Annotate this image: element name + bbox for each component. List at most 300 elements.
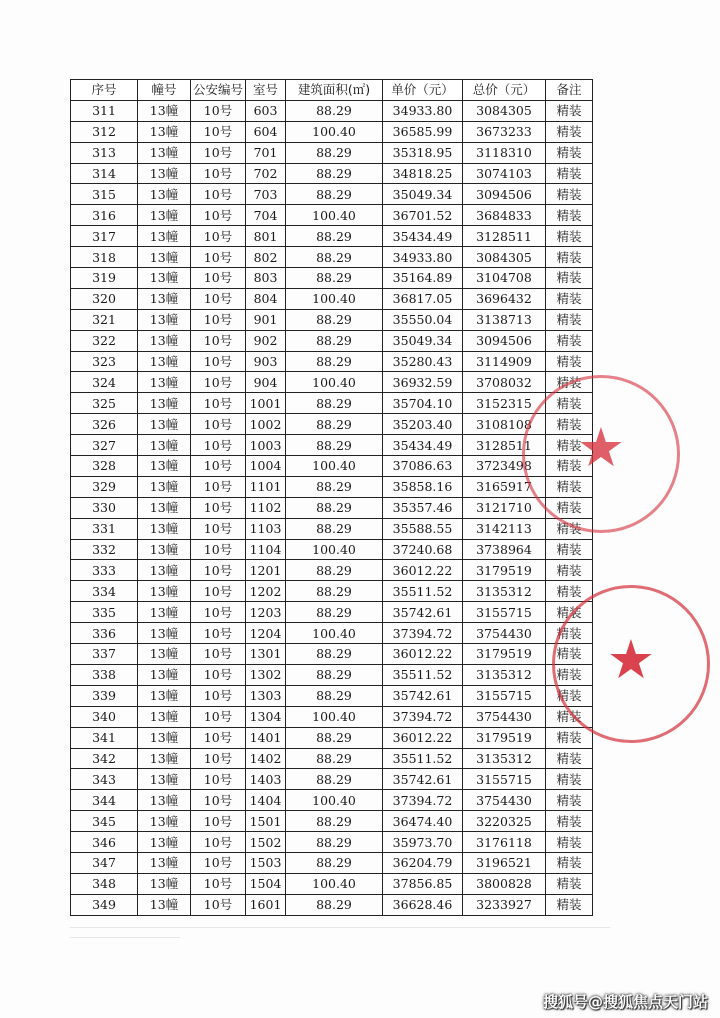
cell-index: 322	[71, 330, 138, 351]
cell-unit-price: 36012.22	[383, 727, 463, 748]
cell-remark: 精装	[546, 644, 593, 665]
table-row	[71, 811, 593, 832]
cell-remark: 精装	[546, 623, 593, 644]
cell-area: 100.40	[286, 706, 383, 727]
cell-police-number: 10号	[191, 351, 246, 372]
cell-unit-price: 35511.52	[383, 581, 463, 602]
table-row	[71, 769, 593, 790]
cell-room: 1401	[246, 727, 286, 748]
cell-remark: 精装	[546, 142, 593, 163]
cell-index: 334	[71, 581, 138, 602]
cell-total-price: 3754430	[463, 623, 546, 644]
cell-room: 1004	[246, 456, 286, 477]
cell-building: 13幢	[138, 393, 191, 414]
table-row	[71, 226, 593, 247]
cell-police-number: 10号	[191, 121, 246, 142]
cell-area: 88.29	[286, 393, 383, 414]
header-remark: 备注	[546, 80, 593, 101]
table-row	[71, 581, 593, 602]
cell-index: 327	[71, 435, 138, 456]
cell-total-price: 3138713	[463, 309, 546, 330]
cell-unit-price: 36204.79	[383, 852, 463, 873]
cell-building: 13幢	[138, 602, 191, 623]
cell-index: 333	[71, 560, 138, 581]
cell-room: 702	[246, 163, 286, 184]
cell-index: 345	[71, 811, 138, 832]
cell-unit-price: 35742.61	[383, 685, 463, 706]
cell-remark: 精装	[546, 268, 593, 289]
cell-room: 1204	[246, 623, 286, 644]
cell-room: 1504	[246, 873, 286, 894]
cell-area: 88.29	[286, 560, 383, 581]
cell-unit-price: 37856.85	[383, 873, 463, 894]
cell-building: 13幢	[138, 727, 191, 748]
cell-police-number: 10号	[191, 163, 246, 184]
cell-area: 100.40	[286, 790, 383, 811]
cell-total-price: 3142113	[463, 518, 546, 539]
cell-index: 315	[71, 184, 138, 205]
cell-room: 703	[246, 184, 286, 205]
cell-building: 13幢	[138, 456, 191, 477]
cell-building: 13幢	[138, 288, 191, 309]
cell-building: 13幢	[138, 163, 191, 184]
cell-remark: 精装	[546, 497, 593, 518]
cell-building: 13幢	[138, 268, 191, 289]
cell-building: 13幢	[138, 811, 191, 832]
cell-room: 604	[246, 121, 286, 142]
cell-unit-price: 35280.43	[383, 351, 463, 372]
cell-room: 1003	[246, 435, 286, 456]
cell-index: 342	[71, 748, 138, 769]
cell-area: 88.29	[286, 268, 383, 289]
cell-police-number: 10号	[191, 581, 246, 602]
cell-building: 13幢	[138, 832, 191, 853]
cell-unit-price: 35164.89	[383, 268, 463, 289]
cell-area: 100.40	[286, 623, 383, 644]
cell-total-price: 3135312	[463, 581, 546, 602]
cell-index: 312	[71, 121, 138, 142]
cell-police-number: 10号	[191, 393, 246, 414]
cell-unit-price: 35858.16	[383, 476, 463, 497]
cell-index: 349	[71, 894, 138, 915]
cell-police-number: 10号	[191, 142, 246, 163]
cell-room: 1201	[246, 560, 286, 581]
table-row	[71, 748, 593, 769]
cell-room: 603	[246, 100, 286, 121]
header-police-number: 公安编号	[191, 80, 246, 101]
cell-unit-price: 35434.49	[383, 435, 463, 456]
cell-total-price: 3135312	[463, 748, 546, 769]
table-row	[71, 330, 593, 351]
cell-unit-price: 35434.49	[383, 226, 463, 247]
table-row	[71, 100, 593, 121]
cell-room: 803	[246, 268, 286, 289]
cell-remark: 精装	[546, 748, 593, 769]
cell-remark: 精装	[546, 121, 593, 142]
cell-total-price: 3135312	[463, 664, 546, 685]
cell-building: 13幢	[138, 100, 191, 121]
cell-police-number: 10号	[191, 247, 246, 268]
table-row	[71, 393, 593, 414]
cell-remark: 精装	[546, 100, 593, 121]
cell-police-number: 10号	[191, 184, 246, 205]
table-row	[71, 456, 593, 477]
cell-index: 328	[71, 456, 138, 477]
cell-police-number: 10号	[191, 664, 246, 685]
table-row	[71, 435, 593, 456]
cell-room: 1202	[246, 581, 286, 602]
cell-police-number: 10号	[191, 894, 246, 915]
cell-unit-price: 36817.05	[383, 288, 463, 309]
cell-police-number: 10号	[191, 372, 246, 393]
cell-remark: 精装	[546, 247, 593, 268]
cell-area: 88.29	[286, 518, 383, 539]
cell-area: 88.29	[286, 163, 383, 184]
cell-room: 801	[246, 226, 286, 247]
table-header-row	[71, 80, 593, 101]
cell-remark: 精装	[546, 727, 593, 748]
cell-room: 1302	[246, 664, 286, 685]
cell-total-price: 3128511	[463, 435, 546, 456]
cell-remark: 精装	[546, 790, 593, 811]
cell-index: 335	[71, 602, 138, 623]
cell-area: 88.29	[286, 894, 383, 915]
cell-unit-price: 35049.34	[383, 330, 463, 351]
cell-remark: 精装	[546, 372, 593, 393]
cell-remark: 精装	[546, 435, 593, 456]
cell-police-number: 10号	[191, 706, 246, 727]
cell-room: 704	[246, 205, 286, 226]
cell-remark: 精装	[546, 832, 593, 853]
cell-index: 318	[71, 247, 138, 268]
table-row	[71, 602, 593, 623]
cell-area: 100.40	[286, 205, 383, 226]
cell-building: 13幢	[138, 894, 191, 915]
cell-building: 13幢	[138, 414, 191, 435]
cell-building: 13幢	[138, 226, 191, 247]
cell-remark: 精装	[546, 518, 593, 539]
cell-total-price: 3696432	[463, 288, 546, 309]
cell-area: 88.29	[286, 581, 383, 602]
cell-total-price: 3118310	[463, 142, 546, 163]
cell-area: 88.29	[286, 100, 383, 121]
cell-room: 901	[246, 309, 286, 330]
cell-building: 13幢	[138, 351, 191, 372]
cell-total-price: 3104708	[463, 268, 546, 289]
cell-building: 13幢	[138, 623, 191, 644]
cell-total-price: 3084305	[463, 247, 546, 268]
cell-total-price: 3108108	[463, 414, 546, 435]
cell-unit-price: 37086.63	[383, 456, 463, 477]
cell-total-price: 3196521	[463, 852, 546, 873]
cell-remark: 精装	[546, 309, 593, 330]
cell-remark: 精装	[546, 811, 593, 832]
table-row	[71, 497, 593, 518]
cell-area: 88.29	[286, 476, 383, 497]
cell-area: 88.29	[286, 184, 383, 205]
cell-area: 88.29	[286, 852, 383, 873]
table-row	[71, 518, 593, 539]
cell-remark: 精装	[546, 581, 593, 602]
cell-total-price: 3165917	[463, 476, 546, 497]
cell-police-number: 10号	[191, 832, 246, 853]
cell-unit-price: 36012.22	[383, 560, 463, 581]
cell-area: 88.29	[286, 226, 383, 247]
cell-total-price: 3074103	[463, 163, 546, 184]
cell-police-number: 10号	[191, 560, 246, 581]
cell-area: 100.40	[286, 121, 383, 142]
cell-total-price: 3094506	[463, 184, 546, 205]
cell-total-price: 3684833	[463, 205, 546, 226]
cell-area: 100.40	[286, 288, 383, 309]
cell-room: 1404	[246, 790, 286, 811]
cell-unit-price: 35588.55	[383, 518, 463, 539]
star-icon: ★	[576, 416, 626, 479]
cell-building: 13幢	[138, 184, 191, 205]
cell-index: 338	[71, 664, 138, 685]
cell-remark: 精装	[546, 330, 593, 351]
cell-index: 336	[71, 623, 138, 644]
cell-area: 88.29	[286, 309, 383, 330]
cell-unit-price: 36474.40	[383, 811, 463, 832]
cell-building: 13幢	[138, 142, 191, 163]
cell-police-number: 10号	[191, 414, 246, 435]
cell-police-number: 10号	[191, 330, 246, 351]
cell-index: 321	[71, 309, 138, 330]
cell-building: 13幢	[138, 664, 191, 685]
cell-remark: 精装	[546, 894, 593, 915]
cell-building: 13幢	[138, 309, 191, 330]
cell-remark: 精装	[546, 769, 593, 790]
cell-building: 13幢	[138, 330, 191, 351]
cell-area: 88.29	[286, 414, 383, 435]
cell-area: 88.29	[286, 664, 383, 685]
cell-index: 311	[71, 100, 138, 121]
table-row	[71, 685, 593, 706]
cell-building: 13幢	[138, 852, 191, 873]
cell-building: 13幢	[138, 435, 191, 456]
cell-area: 88.29	[286, 435, 383, 456]
cell-room: 1001	[246, 393, 286, 414]
cell-remark: 精装	[546, 685, 593, 706]
cell-index: 347	[71, 852, 138, 873]
cell-unit-price: 36585.99	[383, 121, 463, 142]
cell-building: 13幢	[138, 560, 191, 581]
cell-unit-price: 35511.52	[383, 748, 463, 769]
table-row	[71, 476, 593, 497]
cell-remark: 精装	[546, 351, 593, 372]
cell-total-price: 3114909	[463, 351, 546, 372]
cell-unit-price: 36932.59	[383, 372, 463, 393]
cell-building: 13幢	[138, 790, 191, 811]
cell-building: 13幢	[138, 644, 191, 665]
table-row	[71, 852, 593, 873]
cell-police-number: 10号	[191, 205, 246, 226]
cell-area: 88.29	[286, 832, 383, 853]
cell-total-price: 3084305	[463, 100, 546, 121]
cell-unit-price: 37394.72	[383, 790, 463, 811]
header-total-price: 总价（元）	[463, 80, 546, 101]
table-row	[71, 706, 593, 727]
cell-area: 88.29	[286, 330, 383, 351]
cell-index: 319	[71, 268, 138, 289]
cell-room: 1103	[246, 518, 286, 539]
source-watermark: 搜狐号@搜狐焦点天门站	[542, 993, 708, 1011]
cell-room: 1502	[246, 832, 286, 853]
cell-building: 13幢	[138, 247, 191, 268]
cell-index: 343	[71, 769, 138, 790]
cell-area: 100.40	[286, 456, 383, 477]
cell-area: 88.29	[286, 247, 383, 268]
cell-remark: 精装	[546, 602, 593, 623]
cell-index: 313	[71, 142, 138, 163]
cell-police-number: 10号	[191, 852, 246, 873]
cell-unit-price: 34933.80	[383, 247, 463, 268]
cell-remark: 精装	[546, 205, 593, 226]
cell-remark: 精装	[546, 560, 593, 581]
cell-remark: 精装	[546, 456, 593, 477]
cell-unit-price: 35742.61	[383, 769, 463, 790]
table-row	[71, 288, 593, 309]
cell-room: 1503	[246, 852, 286, 873]
cell-room: 1002	[246, 414, 286, 435]
table-row	[71, 163, 593, 184]
cell-police-number: 10号	[191, 811, 246, 832]
cell-index: 340	[71, 706, 138, 727]
cell-index: 323	[71, 351, 138, 372]
cell-total-price: 3800828	[463, 873, 546, 894]
cell-area: 88.29	[286, 769, 383, 790]
cell-total-price: 3708032	[463, 372, 546, 393]
cell-area: 88.29	[286, 602, 383, 623]
cell-unit-price: 35049.34	[383, 184, 463, 205]
cell-remark: 精装	[546, 288, 593, 309]
cell-building: 13幢	[138, 769, 191, 790]
header-unit-price: 单价（元）	[383, 80, 463, 101]
faint-underline	[70, 927, 610, 928]
cell-unit-price: 35742.61	[383, 602, 463, 623]
cell-building: 13幢	[138, 497, 191, 518]
cell-building: 13幢	[138, 372, 191, 393]
cell-unit-price: 35973.70	[383, 832, 463, 853]
cell-total-price: 3152315	[463, 393, 546, 414]
cell-room: 1203	[246, 602, 286, 623]
cell-police-number: 10号	[191, 497, 246, 518]
cell-police-number: 10号	[191, 873, 246, 894]
cell-area: 88.29	[286, 811, 383, 832]
cell-unit-price: 35203.40	[383, 414, 463, 435]
table-row	[71, 644, 593, 665]
table-row	[71, 372, 593, 393]
cell-remark: 精装	[546, 476, 593, 497]
cell-index: 329	[71, 476, 138, 497]
table-row	[71, 894, 593, 915]
cell-area: 88.29	[286, 644, 383, 665]
cell-remark: 精装	[546, 184, 593, 205]
cell-index: 326	[71, 414, 138, 435]
cell-building: 13幢	[138, 685, 191, 706]
cell-police-number: 10号	[191, 100, 246, 121]
cell-police-number: 10号	[191, 748, 246, 769]
cell-building: 13幢	[138, 205, 191, 226]
cell-area: 88.29	[286, 727, 383, 748]
cell-unit-price: 34933.80	[383, 100, 463, 121]
cell-room: 1303	[246, 685, 286, 706]
cell-building: 13幢	[138, 518, 191, 539]
cell-unit-price: 35318.95	[383, 142, 463, 163]
cell-room: 802	[246, 247, 286, 268]
cell-unit-price: 34818.25	[383, 163, 463, 184]
table-row	[71, 560, 593, 581]
company-seal-lower	[552, 585, 710, 743]
cell-total-price: 3094506	[463, 330, 546, 351]
cell-total-price: 3233927	[463, 894, 546, 915]
cell-index: 339	[71, 685, 138, 706]
table-row	[71, 664, 593, 685]
table-row	[71, 873, 593, 894]
cell-total-price: 3738964	[463, 539, 546, 560]
cell-police-number: 10号	[191, 435, 246, 456]
cell-room: 1601	[246, 894, 286, 915]
table-body	[71, 100, 593, 915]
cell-police-number: 10号	[191, 539, 246, 560]
cell-building: 13幢	[138, 706, 191, 727]
faint-underline	[70, 937, 180, 938]
table-row	[71, 790, 593, 811]
table-row	[71, 309, 593, 330]
cell-total-price: 3673233	[463, 121, 546, 142]
cell-police-number: 10号	[191, 268, 246, 289]
cell-remark: 精装	[546, 163, 593, 184]
cell-unit-price: 36701.52	[383, 205, 463, 226]
cell-total-price: 3754430	[463, 790, 546, 811]
cell-total-price: 3179519	[463, 727, 546, 748]
cell-index: 331	[71, 518, 138, 539]
cell-room: 1102	[246, 497, 286, 518]
cell-index: 325	[71, 393, 138, 414]
table-row	[71, 142, 593, 163]
header-room: 室号	[246, 80, 286, 101]
cell-index: 330	[71, 497, 138, 518]
cell-unit-price: 36012.22	[383, 644, 463, 665]
star-icon: ★	[606, 628, 656, 691]
cell-police-number: 10号	[191, 769, 246, 790]
header-index: 序号	[71, 80, 138, 101]
cell-police-number: 10号	[191, 456, 246, 477]
price-table	[70, 79, 593, 916]
cell-room: 701	[246, 142, 286, 163]
cell-remark: 精装	[546, 539, 593, 560]
cell-police-number: 10号	[191, 644, 246, 665]
cell-index: 317	[71, 226, 138, 247]
cell-remark: 精装	[546, 873, 593, 894]
table-row	[71, 247, 593, 268]
cell-room: 1104	[246, 539, 286, 560]
cell-building: 13幢	[138, 539, 191, 560]
cell-building: 13幢	[138, 476, 191, 497]
cell-total-price: 3723498	[463, 456, 546, 477]
cell-total-price: 3155715	[463, 685, 546, 706]
cell-remark: 精装	[546, 706, 593, 727]
cell-police-number: 10号	[191, 288, 246, 309]
cell-police-number: 10号	[191, 476, 246, 497]
cell-area: 88.29	[286, 685, 383, 706]
cell-total-price: 3179519	[463, 560, 546, 581]
header-building: 幢号	[138, 80, 191, 101]
cell-building: 13幢	[138, 121, 191, 142]
cell-remark: 精装	[546, 414, 593, 435]
cell-building: 13幢	[138, 581, 191, 602]
